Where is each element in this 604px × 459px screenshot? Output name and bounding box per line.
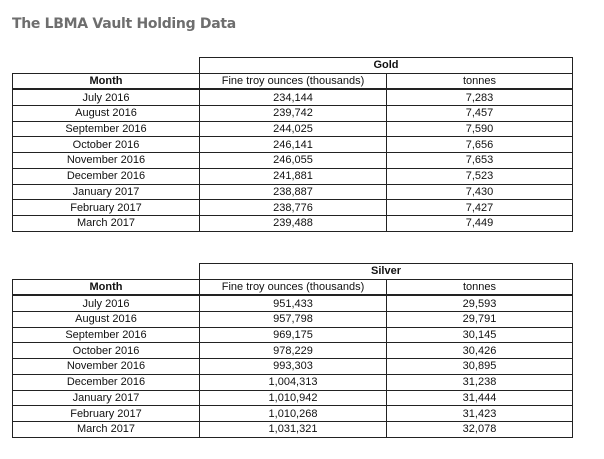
- table-row: [13, 327, 573, 343]
- month-cell: August 2016: [13, 106, 200, 122]
- tonnes-cell: 7,590: [387, 121, 573, 137]
- tonnes-cell: 31,444: [387, 390, 573, 406]
- ounces-cell: 951,433: [200, 295, 387, 311]
- month-cell: March 2017: [13, 215, 200, 231]
- tonnes-cell: 7,283: [387, 89, 573, 105]
- month-cell: September 2016: [13, 121, 200, 137]
- table-row: [13, 215, 573, 231]
- month-cell: October 2016: [13, 343, 200, 359]
- tonnes-cell: 32,078: [387, 421, 573, 437]
- ounces-cell: 244,025: [200, 121, 387, 137]
- ounces-cell: 234,144: [200, 89, 387, 105]
- gold-group-header: Gold: [200, 58, 573, 74]
- tonnes-cell: 7,430: [387, 184, 573, 200]
- ounces-cell: 246,141: [200, 137, 387, 153]
- tonnes-cell: 7,653: [387, 153, 573, 169]
- table-row: [13, 89, 573, 105]
- tonnes-cell: 29,593: [387, 295, 573, 311]
- tonnes-cell: 7,449: [387, 215, 573, 231]
- ounces-header: Fine troy ounces (thousands): [200, 279, 387, 295]
- ounces-header: Fine troy ounces (thousands): [200, 73, 387, 89]
- table-row: [13, 200, 573, 216]
- table-row: [13, 359, 573, 375]
- ounces-cell: 993,303: [200, 359, 387, 375]
- ounces-cell: 969,175: [200, 327, 387, 343]
- tonnes-header: tonnes: [387, 279, 573, 295]
- month-header: Month: [13, 73, 200, 89]
- table-row: [13, 168, 573, 184]
- month-cell: November 2016: [13, 153, 200, 169]
- blank-cell: [13, 264, 200, 280]
- table-row: [13, 312, 573, 328]
- month-cell: February 2017: [13, 406, 200, 422]
- tonnes-cell: 29,791: [387, 312, 573, 328]
- ounces-cell: 238,887: [200, 184, 387, 200]
- page-title: The LBMA Vault Holding Data: [12, 16, 236, 32]
- ounces-cell: 957,798: [200, 312, 387, 328]
- tonnes-cell: 7,427: [387, 200, 573, 216]
- tonnes-cell: 30,426: [387, 343, 573, 359]
- ounces-cell: 1,010,268: [200, 406, 387, 422]
- table-row: [13, 374, 573, 390]
- blank-cell: [13, 58, 200, 74]
- tonnes-cell: 30,895: [387, 359, 573, 375]
- month-cell: October 2016: [13, 137, 200, 153]
- ounces-cell: 238,776: [200, 200, 387, 216]
- ounces-cell: 1,031,321: [200, 421, 387, 437]
- silver-table: [12, 263, 573, 438]
- table-row: [13, 106, 573, 122]
- table-row: [13, 406, 573, 422]
- table-row: [13, 295, 573, 311]
- month-cell: July 2016: [13, 89, 200, 105]
- month-cell: September 2016: [13, 327, 200, 343]
- month-cell: March 2017: [13, 421, 200, 437]
- table-row: [13, 184, 573, 200]
- month-header: Month: [13, 279, 200, 295]
- table-row: [13, 390, 573, 406]
- ounces-cell: 1,010,942: [200, 390, 387, 406]
- month-cell: August 2016: [13, 312, 200, 328]
- table-row: [13, 153, 573, 169]
- month-cell: July 2016: [13, 295, 200, 311]
- month-cell: February 2017: [13, 200, 200, 216]
- gold-table: [12, 57, 573, 232]
- table-row: [13, 343, 573, 359]
- ounces-cell: 239,742: [200, 106, 387, 122]
- ounces-cell: 246,055: [200, 153, 387, 169]
- ounces-cell: 241,881: [200, 168, 387, 184]
- tonnes-cell: 30,145: [387, 327, 573, 343]
- tonnes-cell: 7,656: [387, 137, 573, 153]
- tonnes-cell: 7,523: [387, 168, 573, 184]
- silver-group-header: Silver: [200, 264, 573, 280]
- month-cell: January 2017: [13, 390, 200, 406]
- month-cell: January 2017: [13, 184, 200, 200]
- tonnes-header: tonnes: [387, 73, 573, 89]
- ounces-cell: 978,229: [200, 343, 387, 359]
- month-cell: November 2016: [13, 359, 200, 375]
- month-cell: December 2016: [13, 168, 200, 184]
- table-row: [13, 421, 573, 437]
- tonnes-cell: 31,238: [387, 374, 573, 390]
- tonnes-cell: 7,457: [387, 106, 573, 122]
- month-cell: December 2016: [13, 374, 200, 390]
- ounces-cell: 239,488: [200, 215, 387, 231]
- tonnes-cell: 31,423: [387, 406, 573, 422]
- ounces-cell: 1,004,313: [200, 374, 387, 390]
- table-row: [13, 137, 573, 153]
- table-row: [13, 121, 573, 137]
